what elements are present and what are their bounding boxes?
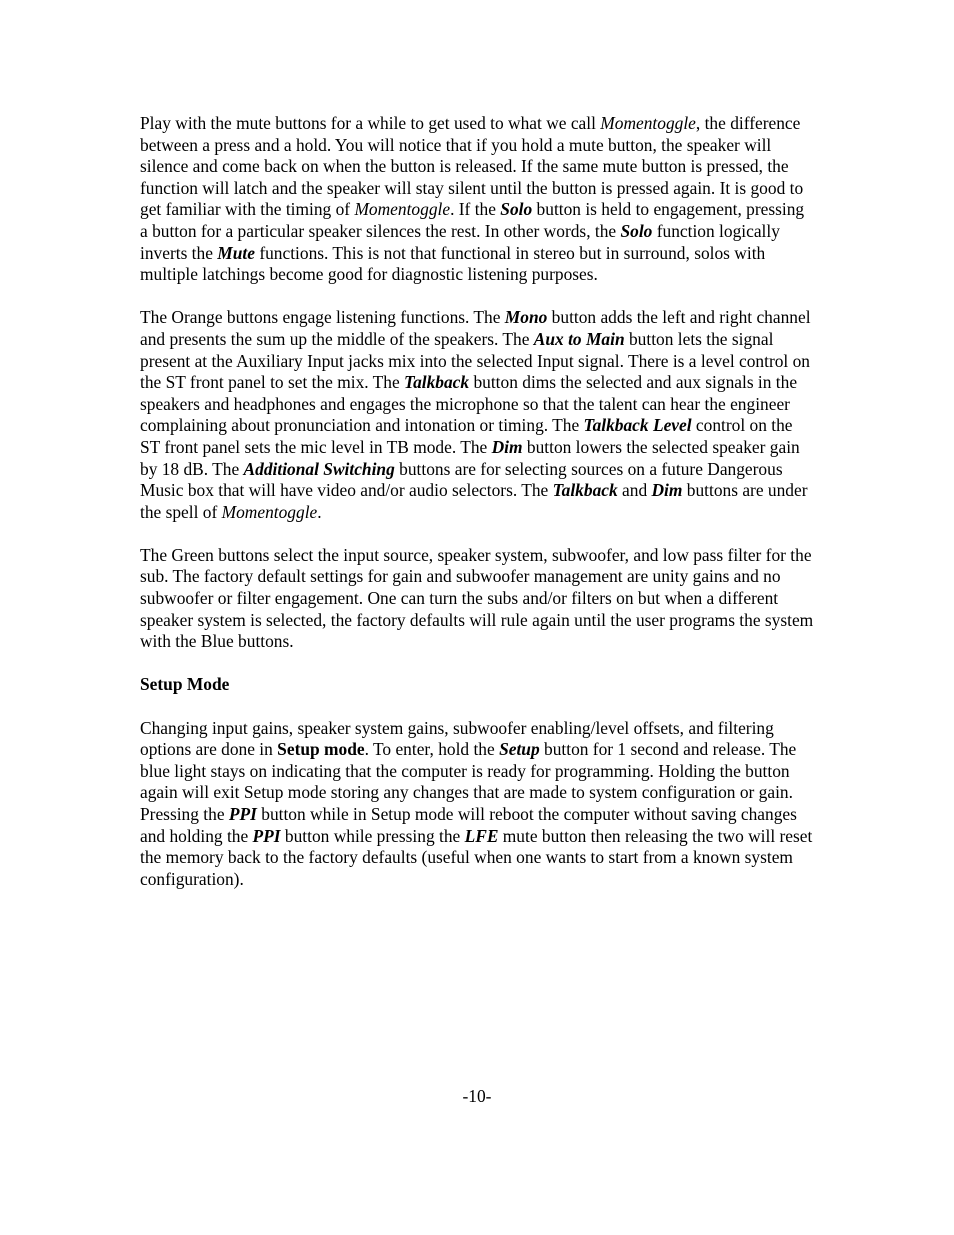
- emphasized-term: Mute: [217, 242, 255, 263]
- italic-term: Momentoggle: [221, 501, 318, 522]
- text-run: . If the: [450, 199, 501, 220]
- text-run: button adds the left and right channel and presents the sum up the middle of the speakers. The: [140, 307, 811, 349]
- text-run: buttons are under the spell of: [140, 480, 808, 522]
- text-run: buttons are for selecting sources on a future Dangerous Music box that will have video and/or audio selectors. The: [140, 458, 783, 501]
- text-run: Play with the mute buttons for a while to get used to what we call: [140, 113, 601, 133]
- section-heading-setup-mode: Setup Mode: [140, 674, 230, 695]
- emphasized-term: Additional Switching: [243, 458, 395, 479]
- emphasized-term: Setup: [499, 739, 540, 760]
- text-run: button lets the signal present at the Auxiliary Input jacks mix into the selected Input signal. There is a level control on the ST front panel to set the mix. The: [140, 328, 811, 393]
- paragraph-setup-mode: [140, 718, 814, 891]
- text-run: mute button then releasing the two will reset the memory back to the factory defaults (useful when one wants to start from a known system configuration).: [140, 825, 813, 889]
- text-run: , the difference between a press and a hold. You will notice that if you hold a mute button, the speaker will silence and come back on when the button is released. If the same mute button is pressed, the function will latch and the speaker will stay silent until the button is pressed again. It is good to get familiar with the timing of: [140, 113, 804, 220]
- text-run: functions. This is not that functional in stereo but in surround, solos with multiple latchings become good for diagnostic listening purposes.: [140, 242, 766, 285]
- text-run: Changing input gains, speaker system gains, subwoofer enabling/level offsets, and filtering options are done in: [140, 717, 774, 760]
- text-run: button while in Setup mode will reboot the computer without saving changes and holding the: [140, 804, 797, 846]
- text-run: control on the ST front panel sets the mic level in TB mode. The: [140, 415, 793, 457]
- bold-term: Setup mode: [277, 739, 365, 760]
- page-number: -10-: [462, 1086, 492, 1106]
- emphasized-term: Talkback Level: [583, 415, 692, 436]
- emphasized-term: LFE: [464, 825, 499, 846]
- text-run: and: [617, 480, 652, 501]
- emphasized-term: Solo: [500, 199, 533, 220]
- text-run: button for 1 second and release. The blue light stays on indicating that the computer is ready for programming. Holding the button again will exit Setup mode storing any changes that are made to system configuration or gain. Pressing the: [140, 739, 797, 824]
- document-body: [140, 113, 814, 912]
- text-run: function logically inverts the: [140, 220, 780, 263]
- italic-term: Momentoggle: [600, 113, 696, 133]
- paragraph-green-buttons: [140, 545, 814, 653]
- emphasized-term: PPI: [228, 804, 257, 824]
- emphasized-term: Mono: [504, 307, 548, 328]
- emphasized-term: Talkback: [552, 480, 618, 501]
- emphasized-term: Solo: [620, 220, 653, 241]
- emphasized-term: Dim: [651, 480, 683, 501]
- text-run: .: [317, 501, 322, 522]
- emphasized-term: Dim: [491, 436, 523, 457]
- text-run: button dims the selected and aux signals in the speakers and headphones and engages the microphone so that the talent can hear the engineer complaining about pronunciation and intonation or timing. The: [140, 372, 798, 436]
- text-run: . To enter, hold the: [364, 739, 500, 760]
- paragraph-mute-solo: [140, 113, 814, 286]
- text-run: The Green buttons select the input source, speaker system, subwoofer, and low pass filter for the sub. The factory default settings for gain and subwoofer management are unity gains and no subwoofer or filter engagement. One can turn the subs and/or filters on but when a different speaker system is selected, the factory defaults will rule again until the user programs the system with the Blue buttons.: [140, 544, 814, 652]
- emphasized-term: Aux to Main: [533, 328, 625, 349]
- emphasized-term: PPI: [252, 825, 281, 846]
- text-run: button is held to engagement, pressing a button for a particular speaker silences the rest. In other words, the: [140, 199, 805, 241]
- text-run: The Orange buttons engage listening functions. The: [140, 307, 505, 328]
- paragraph-orange-buttons: [140, 307, 814, 523]
- emphasized-term: Talkback: [404, 372, 470, 393]
- text-run: button lowers the selected speaker gain by 18 dB. The: [140, 436, 800, 479]
- text-run: button while pressing the: [280, 825, 465, 846]
- italic-term: Momentoggle: [354, 199, 451, 220]
